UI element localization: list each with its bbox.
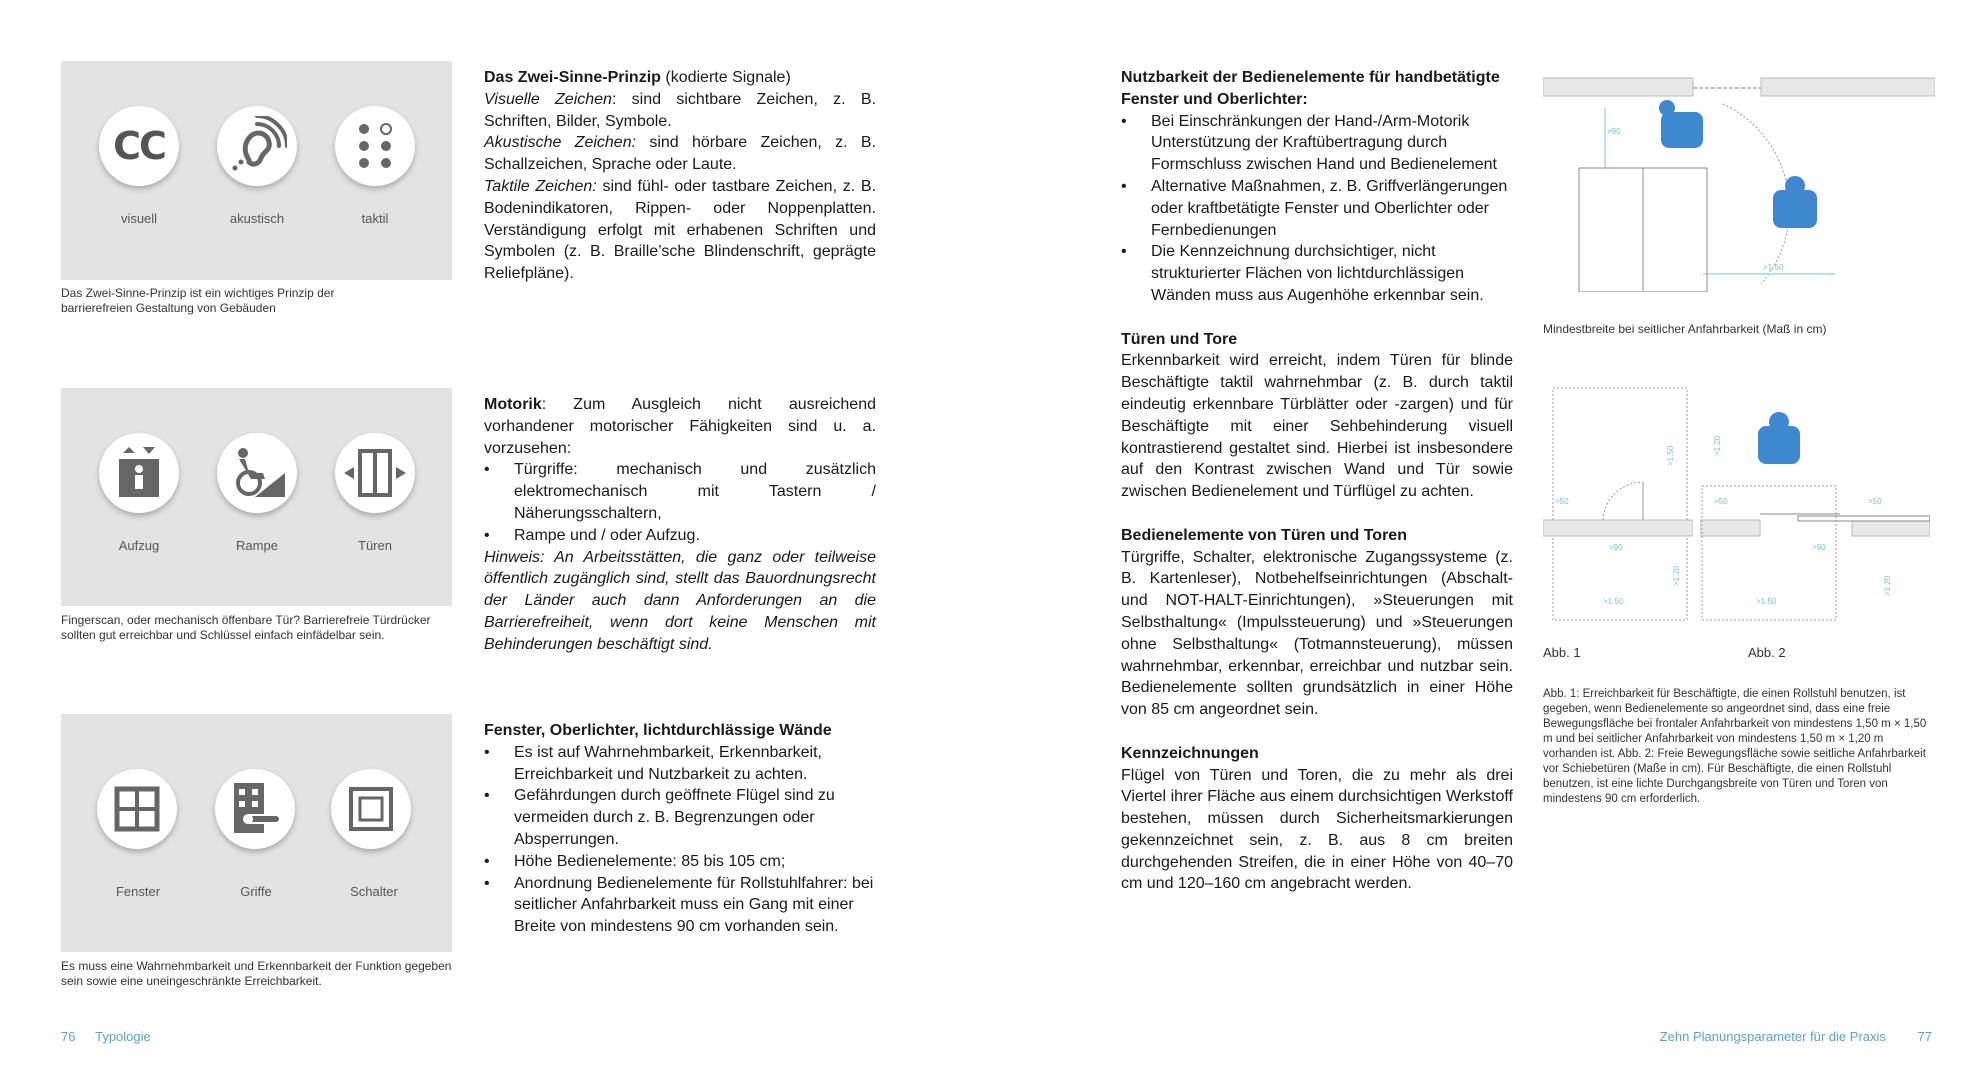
label-acoustic: akustisch bbox=[229, 211, 285, 226]
body-text: Erkennbarkeit wird erreicht, indem Türen für blinde Beschäftigte taktil wahrnehmbar (z. B. durch taktil eindeutig erkennbare Türblätter oder -zargen) und für Beschäftigte mit einer Sehbehinderung visuell kontrastierend gestaltet sind. Hierbei ist insbesondere auf den Kontrast zwischen Wand und Tür sowie zwischen Bedienelement und Türflügel zu achten. bbox=[1121, 352, 1513, 501]
window-icon bbox=[97, 769, 177, 849]
caption-windows: Es muss eine Wahrnehmbarkeit und Erkennbarkeit der Funktion gegeben sein sowie eine uneingeschränkte Erreichbarkeit. bbox=[61, 959, 452, 988]
caption-senses: Das Zwei-Sinne-Prinzip ist ein wichtiges Prinzip der barrierefreien Gestaltung von Gebäuden bbox=[61, 286, 335, 315]
hearing-loop-icon bbox=[217, 106, 297, 186]
label-elevator: Aufzug bbox=[118, 538, 160, 553]
list-item: • Höhe Bedienelemente: 85 bis 105 cm; bbox=[484, 851, 876, 873]
dim-label: >90 bbox=[1609, 543, 1623, 552]
page-number: 76 bbox=[61, 1029, 76, 1044]
dim-label: >1.20 bbox=[1883, 575, 1892, 596]
hint-text: Hinweis: An Arbeitsstätten, die ganz oder teilweise öffentlich zugänglich sind, stellt das Bauordnungsrecht der Länder auch dann Anforderungen an die Barrierefreiheit, wenn dort keine Menschen mit Behinderungen beschäftigt sind. bbox=[484, 548, 876, 653]
list-item: • Türgriffe: mechanisch und zusätzlich elektromechanisch mit Tastern / Näherungsschaltern, bbox=[484, 459, 876, 524]
dim-label: >50 bbox=[1714, 497, 1728, 506]
dim-label: >1.20 bbox=[1713, 435, 1722, 456]
text-motor: Motorik: Zum Ausgleich nicht ausreichend vorhandener motorischer Fähigkeiten sind u. a. vorzusehen: • Türgriffe: mechanisch und zusätzlich elektromechanisch mit Tastern / Näherungsschaltern, • Rampe und / oder Aufzug. Hinweis: An Arbeitsstätten, die ganz oder teilweise öffentlich zugänglich sind, stellt das Bauordnungsrecht der Länder auch dann Anforderungen an die Barrierefreiheit, wenn dort keine Menschen mit Behinderungen beschäftigt sind. bbox=[484, 394, 876, 656]
figure-label-abb1: Abb. 1 bbox=[1543, 645, 1581, 660]
list-item: • Bei Einschränkungen der Hand-/Arm-Motorik Unterstützung der Kraftübertragung durch Formschluss zwischen Hand und Bedienelement bbox=[1121, 111, 1513, 176]
section-heading: Bedienelemente von Türen und Toren bbox=[1121, 526, 1407, 544]
dim-label: >1.50 bbox=[1763, 263, 1784, 272]
icon-panel-motor bbox=[61, 388, 452, 606]
label-doors: Türen bbox=[358, 538, 392, 553]
label-window: Fenster bbox=[115, 884, 161, 899]
dim-label: >90 bbox=[1607, 127, 1621, 136]
dim-label: >1.50 bbox=[1603, 597, 1624, 606]
ramp-wheelchair-icon bbox=[217, 433, 297, 513]
running-title: Typologie bbox=[95, 1029, 151, 1044]
body-text: Türgriffe, Schalter, elektronische Zugangssysteme (z. B. Kartenleser), Notbehelfseinrichtungen (Abschalt- und NOT-HALT-Einrichtungen), »Steuerungen mit Selbsthaltung« (Impulssteuerung) und »Steuerungen ohne Selbsthaltung« (Totmannsteuerung), müssen wahrnehmbar, erkennbar, erreichbar und nutzbar sein. Bedienelemente sollten grundsätzlich in einer Höhe von 85 cm angeordnet sein. bbox=[1121, 548, 1513, 719]
label-switch: Schalter bbox=[350, 884, 398, 899]
text-usability bbox=[1121, 67, 1513, 895]
switch-icon bbox=[331, 769, 411, 849]
label-handle: Griffe bbox=[240, 884, 272, 899]
figure-abb2 bbox=[1700, 386, 1930, 626]
list-item: • Die Kennzeichnung durchsichtiger, nicht strukturierter Flächen von lichtdurchlässigen Wänden muss aus Augenhöhe erkennbar sein. bbox=[1121, 241, 1513, 306]
list-item: • Alternative Maßnahmen, z. B. Griffverlängerungen oder kraftbetätigte Fenster und Oberlichter oder Fernbedienungen bbox=[1121, 176, 1513, 241]
braille-icon bbox=[335, 106, 415, 186]
label-visual: visuell bbox=[120, 211, 158, 226]
list-item: • Rampe und / oder Aufzug. bbox=[484, 525, 876, 547]
list-item: • Es ist auf Wahrnehmbarkeit, Erkennbarkeit, Erreichbarkeit und Nutzbarkeit zu achten. bbox=[484, 742, 876, 786]
footer-right bbox=[1660, 1029, 1932, 1044]
list-item: • Anordnung Bedienelemente für Rollstuhlfahrer: bei seitlicher Anfahrbarkeit muss ein Gang mit einer Breite von mindestens 90 cm vorhanden sein. bbox=[484, 873, 876, 938]
running-title: Zehn Planungsparameter für die Praxis bbox=[1659, 1029, 1886, 1044]
footer-left bbox=[61, 1029, 151, 1044]
closed-caption-icon: CC bbox=[99, 106, 179, 186]
label-tactile: taktil bbox=[361, 211, 389, 226]
handle-icon bbox=[215, 769, 295, 849]
dim-label: >90 bbox=[1812, 543, 1826, 552]
dim-label: >50 bbox=[1555, 497, 1569, 506]
section-heading: Türen und Tore bbox=[1121, 330, 1238, 348]
section-heading: Kennzeichnungen bbox=[1121, 744, 1259, 762]
figure-caption-bottom: Abb. 1: Erreichbarkeit für Beschäftigte, die einen Rollstuhl benutzen, ist gegeben, wenn Bedienelemente so angeordnet sind, dass eine freie Bewegungsfläche bei frontaler Anfahrbarkeit von mindestens 1,50 m × 1,50 m und bei seitlicher Anfahrbarkeit von mindestens 1,50 m × 1,20 m vorhanden ist. Abb. 2: Freie Bewegungsfläche sowie seitliche Anfahrbarkeit vor Schiebetüren (Maße in cm). Für Beschäftigte, die einen Rollstuhl benutzen, ist eine lichte Durchgangsbreite von Türen und Toren von mindestens 90 cm erforderlich. bbox=[1543, 688, 1927, 805]
figure-label-abb2: Abb. 2 bbox=[1748, 645, 1786, 660]
body-text: Flügel von Türen und Toren, die zu mehr als drei Viertel ihrer Fläche aus einem durchsichtigen Werkstoff bestehen, müssen durch Sicherheitsmarkierungen gekennzeichnet sein, z. B. aus 8 cm breiten durchgehenden Streifen, die in einer Höhe von 40–70 cm und 120–160 cm angebracht werden. bbox=[1121, 766, 1513, 893]
automatic-door-icon bbox=[335, 433, 415, 513]
text-windows bbox=[484, 720, 876, 938]
figure-caption-top: Mindestbreite bei seitlicher Anfahrbarkeit (Maß in cm) bbox=[1543, 322, 1827, 336]
section-heading: Nutzbarkeit der Bedienelemente für handbetätigte Fenster und Oberlichter: bbox=[1121, 69, 1500, 108]
list-item: • Gefährdungen durch geöffnete Flügel sind zu vermeiden durch z. B. Begrenzungen oder Absperrungen. bbox=[484, 785, 876, 850]
elevator-icon bbox=[99, 433, 179, 513]
figure-side-approach bbox=[1543, 74, 1935, 292]
label-ramp: Rampe bbox=[236, 538, 278, 553]
text-two-senses: Das Zwei-Sinne-Prinzip (kodierte Signale) Visuelle Zeichen: sind sichtbare Zeichen, z. B. Schriften, Bilder, Symbole. Akustische Zeichen: sind hörbare Zeichen, z. B. Schallzeichen, Sprache oder Laute. Taktile Zeichen: sind fühl- oder tastbare Zeichen, z. B. Bodenindikatoren, Rippen- oder Noppenplatten. Verständigung erfolgt mit erhabenen Schriften und Symbolen (z. B. Braille’sche Blindenschrift, geprägte Reliefpläne). bbox=[484, 69, 877, 283]
icon-panel-windows bbox=[61, 714, 452, 952]
dim-label: >1.20 bbox=[1672, 565, 1681, 586]
section-heading: Fenster, Oberlichter, lichtdurchlässige Wände bbox=[484, 722, 832, 739]
icon-panel-senses bbox=[61, 61, 452, 280]
dim-label: >1.50 bbox=[1756, 597, 1777, 606]
dim-label: >1.50 bbox=[1666, 445, 1675, 466]
page-number: 77 bbox=[1917, 1029, 1932, 1044]
dim-label: >50 bbox=[1868, 497, 1882, 506]
caption-motor: Fingerscan, oder mechanisch öffenbare Tür? Barrierefreie Türdrücker sollten gut erreichbar und Schlüssel einfach einfädelbar sein. bbox=[61, 613, 431, 642]
figure-abb1 bbox=[1543, 386, 1693, 626]
wheelchair-icon bbox=[1758, 412, 1800, 464]
